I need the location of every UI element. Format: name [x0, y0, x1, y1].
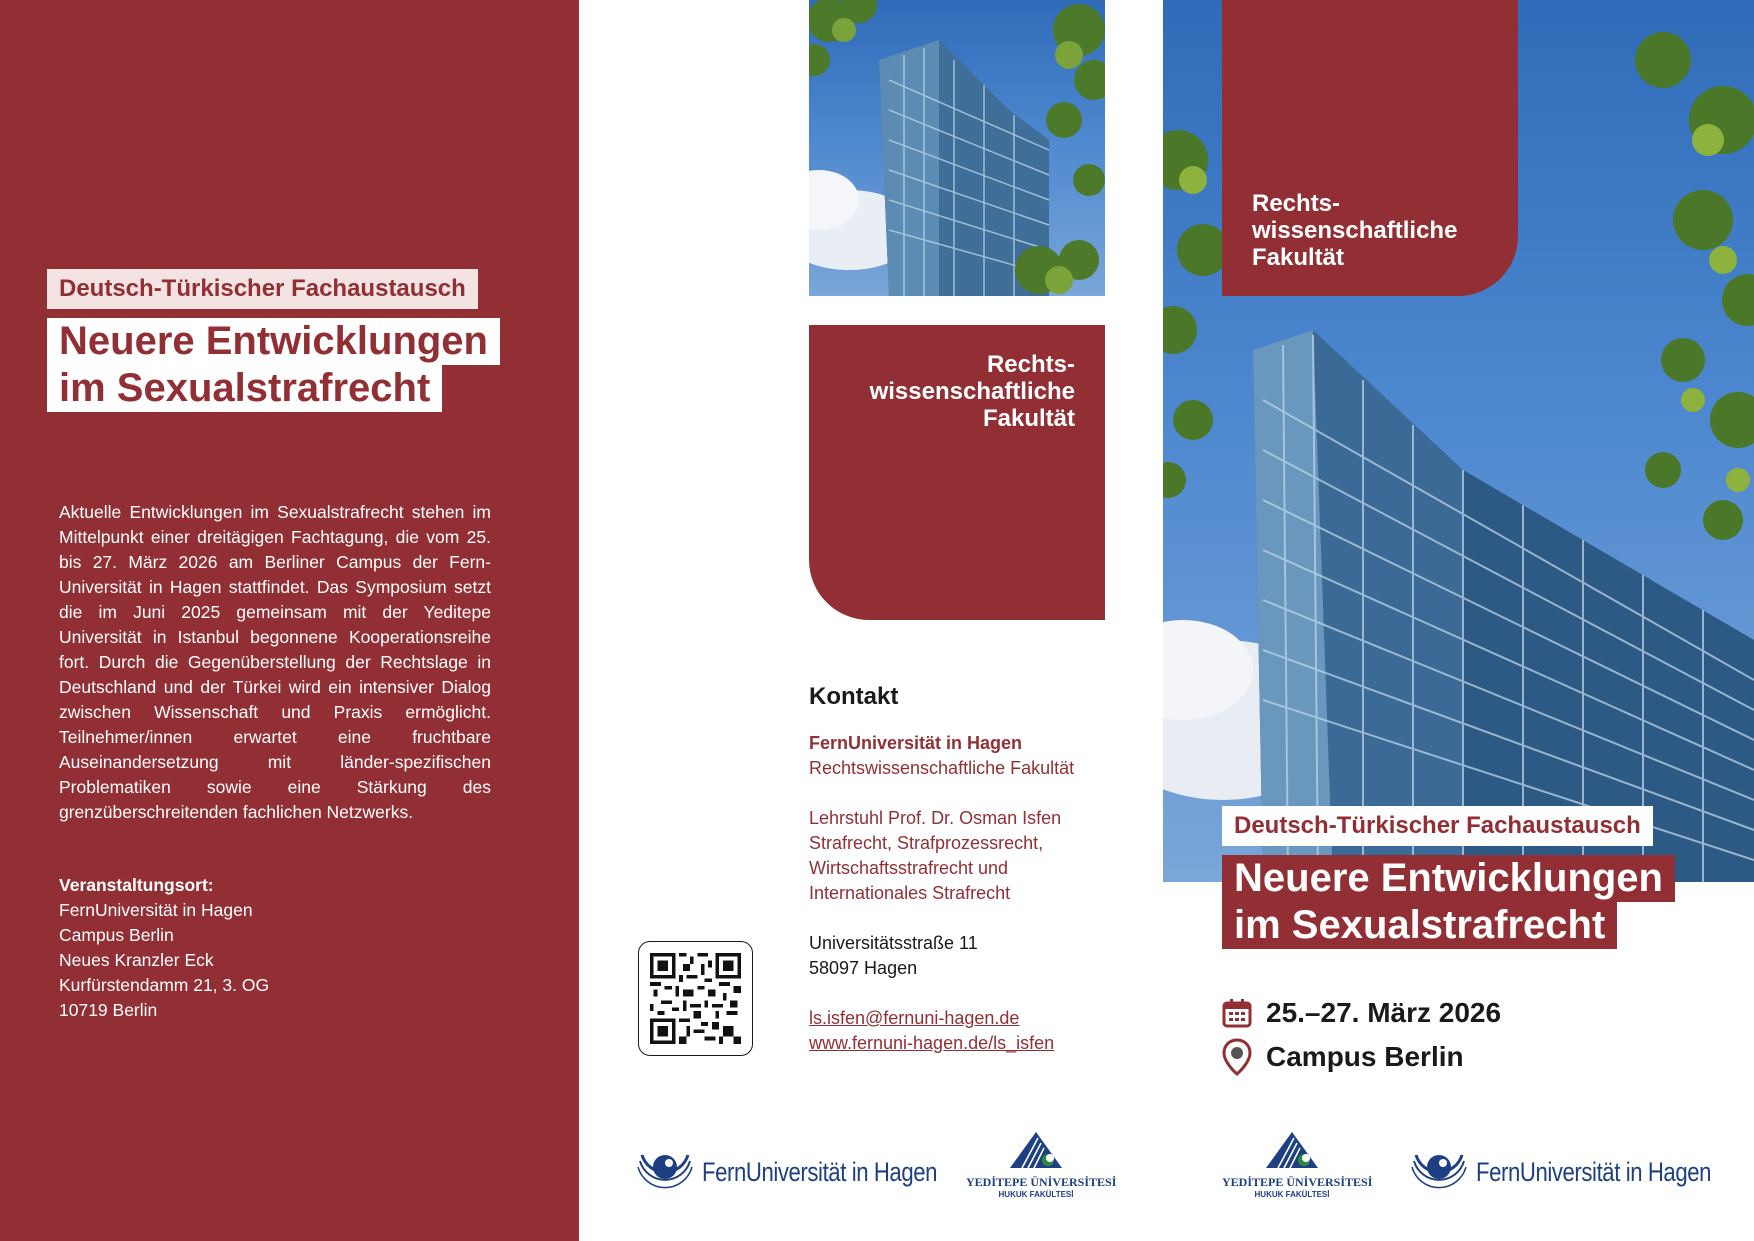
fernuni-logo-middle: [636, 1145, 989, 1199]
location-pin-icon: [1222, 1040, 1252, 1074]
email-link[interactable]: ls.isfen@fernuni-hagen.de: [809, 1008, 1020, 1028]
faculty-line: wissenschaftliche: [1252, 217, 1458, 244]
left-title-line1: Neuere Entwicklungen: [47, 318, 500, 365]
left-title-line2: im Sexualstrafrecht: [47, 365, 442, 412]
yeditepe-name: YEDİTEPE ÜNİVERSİTESİ: [1222, 1175, 1373, 1189]
faculty-line: Fakultät: [1252, 244, 1345, 271]
left-tag: Deutsch-Türkischer Fachaustausch: [47, 269, 478, 309]
fernuni-wordmark: FernUniversität in Hagen: [702, 1156, 938, 1187]
cover-tag: Deutsch-Türkischer Fachaustausch: [1222, 806, 1653, 846]
chair-line: Wirtschaftsstrafrecht und: [809, 858, 1009, 878]
faculty-line: Rechts-: [986, 351, 1075, 378]
chair-line: Internationales Strafrecht: [809, 883, 1011, 903]
venue-label: Veranstaltungsort:: [59, 875, 214, 895]
event-date: 25.–27. März 2026: [1266, 997, 1502, 1028]
faculty-line: Rechts-: [1252, 190, 1341, 217]
venue-line: FernUniversität in Hagen: [59, 900, 253, 920]
qr-code[interactable]: [638, 941, 753, 1056]
chair-line: Lehrstuhl Prof. Dr. Osman Isfen: [809, 808, 1062, 828]
venue-line: Neues Kranzler Eck: [59, 950, 214, 970]
yeditepe-sub: HUKUK FAKÜLTESİ: [1254, 1190, 1330, 1199]
yeditepe-logo-middle: [966, 1130, 1117, 1199]
fernuni-emblem-icon: [1410, 1145, 1468, 1199]
fernuni-logo-cover: [1410, 1145, 1754, 1199]
event-location: Campus Berlin: [1266, 1041, 1464, 1072]
contact-street: Universitätsstraße 11: [809, 933, 978, 953]
venue-line: 10719 Berlin: [59, 1000, 158, 1020]
left-panel: [0, 0, 579, 1241]
cover-title: [1222, 855, 1675, 949]
faculty-line: wissenschaftliche: [869, 378, 1075, 405]
yeditepe-name: YEDİTEPE ÜNİVERSİTESİ: [966, 1175, 1117, 1189]
left-title: [47, 318, 500, 412]
faculty-line: Fakultät: [982, 405, 1075, 432]
yeditepe-emblem-icon: [1264, 1130, 1320, 1170]
qr-code-icon: [650, 953, 741, 1044]
faculty-card-middle: [809, 325, 1105, 620]
yeditepe-emblem-icon: [1008, 1130, 1064, 1170]
venue-block: [59, 873, 269, 1023]
contact-org: FernUniversität in Hagen: [809, 733, 1023, 753]
cover-title-line1: Neuere Entwicklungen: [1222, 855, 1675, 902]
event-date-row: [1222, 996, 1501, 1030]
venue-line: Kurfürstendamm 21, 3. OG: [59, 975, 270, 995]
faculty-card-cover: [1222, 0, 1518, 296]
event-location-row: [1222, 1040, 1464, 1074]
website-link[interactable]: www.fernuni-hagen.de/ls_isfen: [809, 1033, 1055, 1053]
intro-text: Aktuelle Entwicklungen im Sexualstrafrecht stehen im Mittelpunkt einer dreitägigen Fachtagung, die vom 25. bis 27. März 2026 am Berliner Campus der Fern-Universität in Hagen stattfindet. Das Symposium setzt die im Juni 2025 gemeinsam mit der Yeditepe Universität in Istanbul begonnene Kooperationsreihe fort. Durch die Gegenüberstellung der Rechtslage in Deutschland und der Türkei wird ein intensiver Dialog zwischen Wissenschaft und Praxis ermöglicht. Teilnehmer/innen erwartet eine fruchtbare Auseinandersetzung mit länder-spezifischen Problematiken sowie eine Stärkung des grenzüberschreitenden fachlichen Netzwerks.: [59, 502, 491, 822]
chair-line: Strafrecht, Strafprozessrecht,: [809, 833, 1044, 853]
cover-title-line2: im Sexualstrafrecht: [1222, 902, 1617, 949]
fernuni-emblem-icon: [636, 1145, 694, 1199]
contact-city: 58097 Hagen: [809, 958, 918, 978]
yeditepe-sub: HUKUK FAKÜLTESİ: [998, 1190, 1074, 1199]
calendar-icon: [1222, 996, 1252, 1030]
fernuni-wordmark: FernUniversität in Hagen: [1476, 1156, 1712, 1187]
contact-heading: Kontakt: [809, 683, 899, 710]
contact-faculty: Rechtswissenschaftliche Fakultät: [809, 758, 1075, 778]
building-photo-small: [809, 0, 1105, 296]
yeditepe-logo-cover: [1222, 1130, 1373, 1199]
venue-line: Campus Berlin: [59, 925, 174, 945]
contact-block: [809, 683, 1109, 1056]
